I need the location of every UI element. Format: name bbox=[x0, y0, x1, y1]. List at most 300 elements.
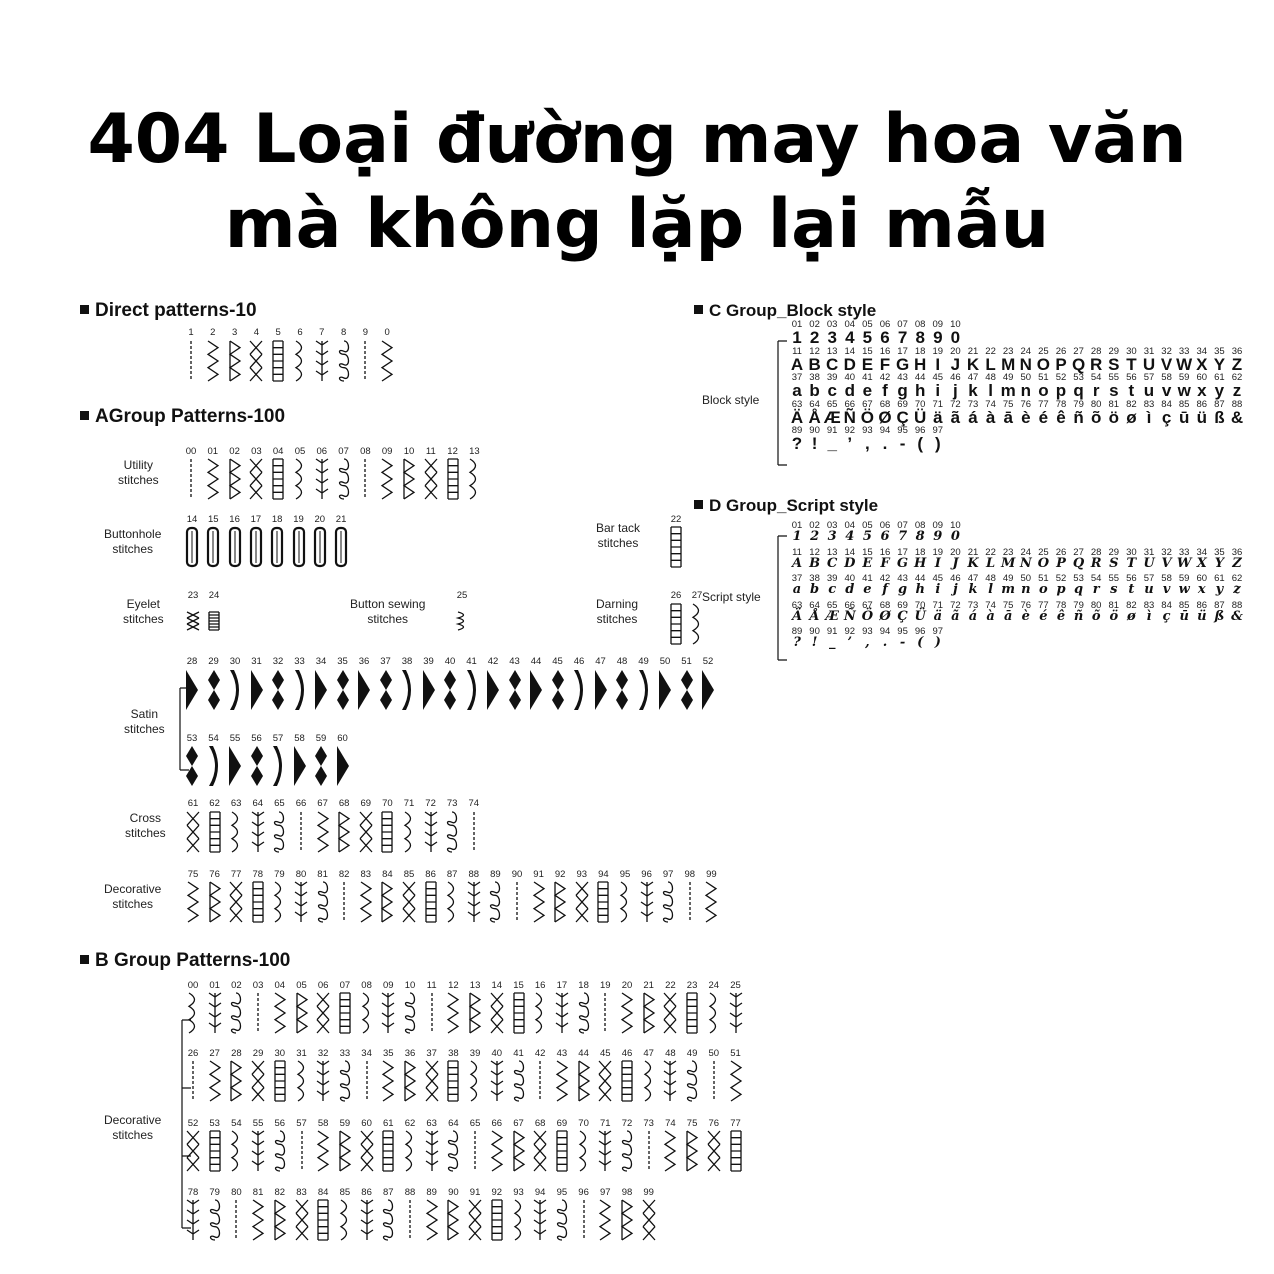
stitch-pattern-icon[interactable] bbox=[358, 1061, 376, 1101]
stitch-pattern-icon[interactable] bbox=[683, 1061, 701, 1101]
block-style-char-glyph[interactable]: H bbox=[914, 354, 927, 374]
block-style-char-glyph[interactable]: S bbox=[1108, 354, 1120, 374]
script-style-char-glyph[interactable]: j bbox=[953, 582, 958, 597]
script-style-char-glyph[interactable]: q bbox=[1074, 582, 1084, 597]
script-style-char-glyph[interactable]: Ç bbox=[897, 608, 908, 624]
block-style-char-glyph[interactable]: f bbox=[882, 381, 888, 400]
stitch-pattern-icon[interactable] bbox=[292, 812, 310, 852]
stitch-pattern-icon[interactable] bbox=[527, 670, 545, 710]
block-style-char-glyph[interactable]: ã bbox=[950, 407, 961, 427]
block-style-char-glyph[interactable]: Y bbox=[1213, 354, 1226, 374]
block-style-char-glyph[interactable]: ? bbox=[791, 434, 803, 453]
stitch-pattern-icon[interactable] bbox=[592, 670, 610, 710]
stitch-pattern-icon[interactable] bbox=[640, 1200, 658, 1240]
block-style-char-glyph[interactable]: Q bbox=[1071, 354, 1086, 374]
script-style-char-glyph[interactable]: d bbox=[845, 582, 855, 597]
block-style-char-glyph[interactable]: Ä bbox=[790, 407, 804, 427]
block-style-char-glyph[interactable]: ì bbox=[1146, 407, 1152, 427]
block-style-char-glyph[interactable]: K bbox=[966, 354, 980, 374]
stitch-pattern-icon[interactable] bbox=[618, 1061, 636, 1101]
block-style-char-glyph[interactable]: N bbox=[1019, 354, 1032, 374]
stitch-pattern-icon[interactable] bbox=[336, 1200, 354, 1240]
block-style-char-glyph[interactable]: ø bbox=[1126, 407, 1137, 427]
stitch-pattern-icon[interactable] bbox=[400, 812, 418, 852]
block-style-char-glyph[interactable]: ñ bbox=[1073, 407, 1084, 427]
stitch-pattern-icon[interactable] bbox=[271, 1131, 289, 1171]
block-style-char-glyph[interactable]: o bbox=[1038, 381, 1049, 400]
stitch-pattern-icon[interactable] bbox=[358, 993, 376, 1033]
script-style-char-glyph[interactable]: 3 bbox=[827, 529, 837, 544]
block-style-char-glyph[interactable]: 3 bbox=[827, 328, 837, 347]
stitch-pattern-icon[interactable] bbox=[618, 1200, 636, 1240]
stitch-pattern-icon[interactable] bbox=[727, 993, 745, 1033]
script-style-char-glyph[interactable]: Æ bbox=[825, 608, 839, 624]
block-style-char-glyph[interactable]: Ø bbox=[878, 407, 892, 427]
stitch-pattern-icon[interactable] bbox=[227, 993, 245, 1033]
script-style-char-glyph[interactable]: y bbox=[1215, 582, 1224, 597]
stitch-pattern-icon[interactable] bbox=[400, 882, 418, 922]
stitch-pattern-icon[interactable] bbox=[206, 882, 224, 922]
stitch-pattern-icon[interactable] bbox=[249, 993, 267, 1033]
stitch-pattern-icon[interactable] bbox=[508, 882, 526, 922]
stitch-pattern-icon[interactable] bbox=[206, 1200, 224, 1240]
block-style-char-glyph[interactable]: ß bbox=[1214, 407, 1225, 427]
stitch-pattern-icon[interactable] bbox=[269, 746, 287, 786]
stitch-pattern-icon[interactable] bbox=[205, 670, 223, 710]
stitch-pattern-icon[interactable] bbox=[553, 1061, 571, 1101]
stitch-pattern-icon[interactable] bbox=[335, 812, 353, 852]
block-style-char-glyph[interactable]: 7 bbox=[897, 328, 908, 347]
stitch-pattern-icon[interactable] bbox=[656, 670, 674, 710]
stitch-pattern-icon[interactable] bbox=[184, 882, 202, 922]
script-style-char-glyph[interactable]: Z bbox=[1232, 555, 1242, 571]
stitch-pattern-icon[interactable] bbox=[247, 459, 265, 499]
stitch-pattern-icon[interactable] bbox=[444, 1131, 462, 1171]
stitch-pattern-icon[interactable] bbox=[358, 1131, 376, 1171]
script-style-char-glyph[interactable]: R bbox=[1090, 555, 1102, 571]
stitch-pattern-icon[interactable] bbox=[206, 1131, 224, 1171]
stitch-pattern-icon[interactable] bbox=[248, 670, 266, 710]
script-style-char-glyph[interactable]: Y bbox=[1214, 555, 1225, 571]
block-style-char-glyph[interactable]: a bbox=[792, 381, 802, 400]
stitch-pattern-icon[interactable] bbox=[313, 459, 331, 499]
block-style-char-glyph[interactable]: 6 bbox=[880, 328, 890, 347]
block-style-char-glyph[interactable]: T bbox=[1126, 354, 1137, 374]
stitch-pattern-icon[interactable] bbox=[443, 882, 461, 922]
script-style-char-glyph[interactable]: o bbox=[1039, 582, 1048, 597]
stitch-pattern-icon[interactable] bbox=[312, 746, 330, 786]
block-style-char-glyph[interactable]: 9 bbox=[933, 328, 943, 347]
block-style-char-glyph[interactable]: c bbox=[827, 381, 837, 400]
stitch-pattern-icon[interactable] bbox=[356, 459, 374, 499]
stitch-pattern-icon[interactable] bbox=[659, 882, 677, 922]
block-style-char-glyph[interactable]: ( bbox=[917, 434, 924, 453]
stitch-pattern-icon[interactable] bbox=[661, 1131, 679, 1171]
stitch-pattern-icon[interactable] bbox=[596, 1131, 614, 1171]
stitch-pattern-icon[interactable] bbox=[248, 746, 266, 786]
stitch-pattern-icon[interactable] bbox=[336, 993, 354, 1033]
block-style-char-glyph[interactable]: C bbox=[826, 354, 839, 374]
script-style-char-glyph[interactable]: ç bbox=[1162, 608, 1171, 624]
script-style-char-glyph[interactable]: _ bbox=[828, 635, 836, 650]
block-style-char-glyph[interactable]: 4 bbox=[845, 328, 855, 347]
script-style-char-glyph[interactable]: m bbox=[1001, 582, 1016, 597]
script-style-char-glyph[interactable]: N bbox=[1019, 555, 1032, 571]
stitch-pattern-icon[interactable] bbox=[705, 1131, 723, 1171]
stitch-pattern-icon[interactable] bbox=[226, 670, 244, 710]
block-style-char-glyph[interactable]: Ç bbox=[896, 407, 909, 427]
stitch-pattern-icon[interactable] bbox=[551, 882, 569, 922]
stitch-pattern-icon[interactable] bbox=[247, 527, 265, 567]
script-style-char-glyph[interactable]: 4 bbox=[845, 529, 855, 544]
script-style-char-glyph[interactable]: Ü bbox=[914, 608, 926, 624]
script-style-char-glyph[interactable]: T bbox=[1126, 555, 1137, 571]
block-style-char-glyph[interactable]: e bbox=[862, 381, 873, 400]
script-style-char-glyph[interactable]: k bbox=[968, 582, 978, 597]
stitch-pattern-icon[interactable] bbox=[270, 882, 288, 922]
block-style-char-glyph[interactable]: Z bbox=[1231, 354, 1243, 374]
stitch-pattern-icon[interactable] bbox=[423, 1061, 441, 1101]
script-style-char-glyph[interactable]: v bbox=[1162, 582, 1171, 597]
stitch-pattern-icon[interactable] bbox=[570, 670, 588, 710]
stitch-pattern-icon[interactable] bbox=[618, 993, 636, 1033]
stitch-pattern-icon[interactable] bbox=[293, 993, 311, 1033]
stitch-pattern-icon[interactable] bbox=[465, 812, 483, 852]
stitch-pattern-icon[interactable] bbox=[269, 670, 287, 710]
script-style-char-glyph[interactable]: ã bbox=[951, 608, 960, 624]
script-style-char-glyph[interactable]: ā bbox=[1003, 608, 1013, 624]
script-style-char-glyph[interactable]: W bbox=[1176, 555, 1192, 571]
script-style-char-glyph[interactable]: u bbox=[1144, 582, 1154, 597]
stitch-pattern-icon[interactable] bbox=[204, 527, 222, 567]
stitch-pattern-icon[interactable] bbox=[635, 670, 653, 710]
script-style-char-glyph[interactable]: U bbox=[1143, 555, 1155, 571]
stitch-pattern-icon[interactable] bbox=[332, 527, 350, 567]
stitch-pattern-icon[interactable] bbox=[355, 670, 373, 710]
script-style-char-glyph[interactable]: I bbox=[934, 555, 941, 571]
stitch-pattern-icon[interactable] bbox=[271, 993, 289, 1033]
stitch-pattern-icon[interactable] bbox=[613, 670, 631, 710]
stitch-pattern-icon[interactable] bbox=[378, 341, 396, 381]
block-style-char-glyph[interactable]: V bbox=[1160, 354, 1173, 374]
stitch-pattern-icon[interactable] bbox=[727, 1061, 745, 1101]
stitch-pattern-icon[interactable] bbox=[681, 882, 699, 922]
stitch-pattern-icon[interactable] bbox=[335, 341, 353, 381]
stitch-pattern-icon[interactable] bbox=[683, 1131, 701, 1171]
stitch-pattern-icon[interactable] bbox=[466, 993, 484, 1033]
stitch-pattern-icon[interactable] bbox=[573, 882, 591, 922]
script-style-char-glyph[interactable]: ñ bbox=[1073, 608, 1084, 624]
script-style-char-glyph[interactable]: ( bbox=[917, 635, 924, 650]
stitch-pattern-icon[interactable] bbox=[575, 1061, 593, 1101]
block-style-char-glyph[interactable]: n bbox=[1020, 381, 1031, 400]
stitch-pattern-icon[interactable] bbox=[206, 993, 224, 1033]
script-style-char-glyph[interactable]: ’ bbox=[847, 635, 853, 650]
stitch-pattern-icon[interactable] bbox=[688, 604, 706, 644]
script-style-char-glyph[interactable]: Q bbox=[1072, 555, 1085, 571]
stitch-pattern-icon[interactable] bbox=[291, 670, 309, 710]
stitch-pattern-icon[interactable] bbox=[596, 993, 614, 1033]
block-style-char-glyph[interactable]: ç bbox=[1161, 407, 1172, 427]
stitch-pattern-icon[interactable] bbox=[379, 1200, 397, 1240]
stitch-pattern-icon[interactable] bbox=[484, 670, 502, 710]
block-style-char-glyph[interactable]: à bbox=[985, 407, 996, 427]
stitch-pattern-icon[interactable] bbox=[531, 1200, 549, 1240]
block-style-char-glyph[interactable]: p bbox=[1055, 381, 1067, 400]
stitch-pattern-icon[interactable] bbox=[488, 993, 506, 1033]
stitch-pattern-icon[interactable] bbox=[510, 1061, 528, 1101]
block-style-char-glyph[interactable]: B bbox=[808, 354, 821, 374]
script-style-char-glyph[interactable]: ê bbox=[1056, 608, 1066, 624]
block-style-char-glyph[interactable]: ū bbox=[1178, 407, 1190, 427]
stitch-pattern-icon[interactable] bbox=[249, 882, 267, 922]
stitch-pattern-icon[interactable] bbox=[441, 670, 459, 710]
stitch-pattern-icon[interactable] bbox=[249, 1131, 267, 1171]
block-style-char-glyph[interactable]: w bbox=[1177, 381, 1191, 400]
stitch-pattern-icon[interactable] bbox=[227, 812, 245, 852]
stitch-pattern-icon[interactable] bbox=[661, 1061, 679, 1101]
script-style-char-glyph[interactable]: á bbox=[968, 608, 978, 624]
block-style-char-glyph[interactable]: . bbox=[882, 434, 888, 453]
stitch-pattern-icon[interactable] bbox=[488, 1061, 506, 1101]
stitch-pattern-icon[interactable] bbox=[271, 1200, 289, 1240]
block-style-char-glyph[interactable]: U bbox=[1142, 354, 1156, 374]
script-style-char-glyph[interactable]: K bbox=[967, 555, 979, 571]
block-style-char-glyph[interactable]: q bbox=[1073, 381, 1084, 400]
stitch-pattern-icon[interactable] bbox=[206, 1061, 224, 1101]
stitch-pattern-icon[interactable] bbox=[594, 882, 612, 922]
block-style-char-glyph[interactable]: t bbox=[1128, 381, 1135, 400]
script-style-char-glyph[interactable]: Ä bbox=[791, 608, 803, 624]
script-style-char-glyph[interactable]: 6 bbox=[880, 529, 890, 544]
stitch-pattern-icon[interactable] bbox=[661, 993, 679, 1033]
stitch-pattern-icon[interactable] bbox=[227, 1200, 245, 1240]
stitch-pattern-icon[interactable] bbox=[667, 527, 685, 567]
block-style-char-glyph[interactable]: G bbox=[895, 354, 910, 374]
stitch-pattern-icon[interactable] bbox=[596, 1061, 614, 1101]
block-style-char-glyph[interactable]: i bbox=[935, 381, 941, 400]
stitch-pattern-icon[interactable] bbox=[422, 882, 440, 922]
stitch-pattern-icon[interactable] bbox=[183, 527, 201, 567]
script-style-char-glyph[interactable]: G bbox=[897, 555, 909, 571]
script-style-char-glyph[interactable]: t bbox=[1128, 582, 1135, 597]
stitch-pattern-icon[interactable] bbox=[553, 993, 571, 1033]
stitch-pattern-icon[interactable] bbox=[249, 812, 267, 852]
block-style-char-glyph[interactable]: h bbox=[914, 381, 926, 400]
block-style-char-glyph[interactable]: Ö bbox=[860, 407, 874, 427]
stitch-pattern-icon[interactable] bbox=[531, 1061, 549, 1101]
stitch-pattern-icon[interactable] bbox=[423, 993, 441, 1033]
script-style-char-glyph[interactable]: i bbox=[935, 582, 941, 597]
stitch-pattern-icon[interactable] bbox=[488, 1131, 506, 1171]
script-style-char-glyph[interactable]: E bbox=[862, 555, 873, 571]
stitch-pattern-icon[interactable] bbox=[378, 812, 396, 852]
script-style-char-glyph[interactable]: ! bbox=[811, 635, 818, 650]
block-style-char-glyph[interactable]: ) bbox=[934, 434, 941, 453]
block-style-char-glyph[interactable]: s bbox=[1109, 381, 1119, 400]
script-style-char-glyph[interactable]: 7 bbox=[898, 529, 908, 544]
script-style-char-glyph[interactable]: - bbox=[899, 635, 906, 650]
stitch-pattern-icon[interactable] bbox=[379, 1131, 397, 1171]
stitch-pattern-icon[interactable] bbox=[640, 993, 658, 1033]
stitch-pattern-icon[interactable] bbox=[705, 1061, 723, 1101]
stitch-pattern-icon[interactable] bbox=[398, 670, 416, 710]
stitch-pattern-icon[interactable] bbox=[182, 459, 200, 499]
script-style-char-glyph[interactable]: h bbox=[915, 582, 925, 597]
block-style-char-glyph[interactable]: b bbox=[809, 381, 820, 400]
stitch-pattern-icon[interactable] bbox=[204, 459, 222, 499]
script-style-char-glyph[interactable]: a bbox=[792, 582, 802, 597]
block-style-char-glyph[interactable]: ê bbox=[1056, 407, 1066, 427]
script-style-char-glyph[interactable]: 0 bbox=[950, 529, 960, 544]
stitch-pattern-icon[interactable] bbox=[226, 459, 244, 499]
script-style-char-glyph[interactable]: õ bbox=[1091, 608, 1101, 624]
block-style-char-glyph[interactable]: , bbox=[865, 434, 870, 453]
stitch-pattern-icon[interactable] bbox=[205, 612, 223, 630]
stitch-pattern-icon[interactable] bbox=[488, 1200, 506, 1240]
stitch-pattern-icon[interactable] bbox=[314, 1200, 332, 1240]
stitch-pattern-icon[interactable] bbox=[443, 812, 461, 852]
script-style-char-glyph[interactable]: è bbox=[1021, 608, 1030, 624]
script-style-char-glyph[interactable]: c bbox=[828, 582, 837, 597]
script-style-char-glyph[interactable]: l bbox=[988, 582, 994, 597]
script-style-char-glyph[interactable]: 1 bbox=[792, 529, 802, 544]
stitch-pattern-icon[interactable] bbox=[271, 1061, 289, 1101]
script-style-char-glyph[interactable]: V bbox=[1161, 555, 1172, 571]
stitch-pattern-icon[interactable] bbox=[314, 993, 332, 1033]
stitch-pattern-icon[interactable] bbox=[270, 812, 288, 852]
block-style-char-glyph[interactable]: ! bbox=[811, 434, 818, 453]
stitch-pattern-icon[interactable] bbox=[184, 612, 202, 630]
stitch-pattern-icon[interactable] bbox=[640, 1061, 658, 1101]
stitch-pattern-icon[interactable] bbox=[336, 1131, 354, 1171]
stitch-pattern-icon[interactable] bbox=[444, 993, 462, 1033]
stitch-pattern-icon[interactable] bbox=[206, 812, 224, 852]
block-style-char-glyph[interactable]: l bbox=[988, 381, 993, 400]
block-style-char-glyph[interactable]: ä bbox=[933, 407, 943, 427]
stitch-pattern-icon[interactable] bbox=[311, 527, 329, 567]
stitch-pattern-icon[interactable] bbox=[227, 1061, 245, 1101]
stitch-pattern-icon[interactable] bbox=[422, 459, 440, 499]
script-style-char-glyph[interactable]: 8 bbox=[915, 529, 925, 544]
stitch-pattern-icon[interactable] bbox=[705, 993, 723, 1033]
stitch-pattern-icon[interactable] bbox=[510, 1200, 528, 1240]
stitch-pattern-icon[interactable] bbox=[378, 459, 396, 499]
stitch-pattern-icon[interactable] bbox=[702, 882, 720, 922]
stitch-pattern-icon[interactable] bbox=[377, 670, 395, 710]
block-style-char-glyph[interactable]: R bbox=[1090, 354, 1103, 374]
script-style-char-glyph[interactable]: ū bbox=[1179, 608, 1189, 624]
stitch-pattern-icon[interactable] bbox=[638, 882, 656, 922]
script-style-char-glyph[interactable]: p bbox=[1056, 582, 1066, 597]
script-style-char-glyph[interactable]: ) bbox=[934, 635, 941, 650]
block-style-char-glyph[interactable]: d bbox=[844, 381, 855, 400]
block-style-char-glyph[interactable]: y bbox=[1214, 381, 1225, 400]
stitch-pattern-icon[interactable] bbox=[268, 527, 286, 567]
block-style-char-glyph[interactable]: g bbox=[897, 381, 908, 400]
stitch-pattern-icon[interactable] bbox=[293, 1200, 311, 1240]
script-style-char-glyph[interactable]: Å bbox=[809, 608, 820, 624]
stitch-pattern-icon[interactable] bbox=[357, 882, 375, 922]
stitch-pattern-icon[interactable] bbox=[292, 882, 310, 922]
stitch-pattern-icon[interactable] bbox=[531, 993, 549, 1033]
block-style-char-glyph[interactable]: W bbox=[1176, 354, 1193, 374]
stitch-pattern-icon[interactable] bbox=[314, 882, 332, 922]
block-style-char-glyph[interactable]: ü bbox=[1196, 407, 1207, 427]
block-style-char-glyph[interactable]: á bbox=[968, 407, 978, 427]
stitch-pattern-icon[interactable] bbox=[205, 746, 223, 786]
stitch-pattern-icon[interactable] bbox=[379, 993, 397, 1033]
stitch-pattern-icon[interactable] bbox=[269, 341, 287, 381]
stitch-pattern-icon[interactable] bbox=[184, 812, 202, 852]
block-style-char-glyph[interactable]: D bbox=[843, 354, 856, 374]
script-style-char-glyph[interactable]: s bbox=[1110, 582, 1118, 597]
stitch-pattern-icon[interactable] bbox=[727, 1131, 745, 1171]
script-style-char-glyph[interactable]: é bbox=[1039, 608, 1048, 624]
stitch-pattern-icon[interactable] bbox=[667, 604, 685, 644]
block-style-char-glyph[interactable]: O bbox=[1036, 354, 1050, 374]
script-style-char-glyph[interactable]: B bbox=[809, 555, 821, 571]
script-style-char-glyph[interactable]: 9 bbox=[933, 529, 943, 544]
block-style-char-glyph[interactable]: Ü bbox=[914, 407, 927, 427]
block-style-char-glyph[interactable]: j bbox=[953, 381, 958, 400]
script-style-char-glyph[interactable]: A bbox=[791, 555, 803, 571]
stitch-pattern-icon[interactable] bbox=[269, 459, 287, 499]
stitch-pattern-icon[interactable] bbox=[291, 341, 309, 381]
stitch-pattern-icon[interactable] bbox=[530, 882, 548, 922]
stitch-pattern-icon[interactable] bbox=[699, 670, 717, 710]
block-style-char-glyph[interactable]: 8 bbox=[915, 328, 925, 347]
stitch-pattern-icon[interactable] bbox=[553, 1200, 571, 1240]
stitch-pattern-icon[interactable] bbox=[249, 1200, 267, 1240]
stitch-pattern-icon[interactable] bbox=[226, 746, 244, 786]
script-style-char-glyph[interactable]: ö bbox=[1109, 608, 1119, 624]
script-style-char-glyph[interactable]: ? bbox=[793, 635, 801, 650]
block-style-char-glyph[interactable]: é bbox=[1038, 407, 1049, 427]
script-style-char-glyph[interactable]: x bbox=[1197, 582, 1206, 597]
stitch-pattern-icon[interactable] bbox=[290, 527, 308, 567]
script-style-char-glyph[interactable]: 5 bbox=[862, 529, 872, 544]
stitch-pattern-icon[interactable] bbox=[506, 670, 524, 710]
script-style-char-glyph[interactable]: ì bbox=[1146, 608, 1152, 624]
script-style-char-glyph[interactable]: ø bbox=[1127, 608, 1136, 624]
stitch-pattern-icon[interactable] bbox=[227, 882, 245, 922]
stitch-pattern-icon[interactable] bbox=[683, 993, 701, 1033]
block-style-char-glyph[interactable]: & bbox=[1230, 407, 1244, 427]
stitch-pattern-icon[interactable] bbox=[401, 1061, 419, 1101]
stitch-pattern-icon[interactable] bbox=[401, 1131, 419, 1171]
stitch-pattern-icon[interactable] bbox=[249, 1061, 267, 1101]
stitch-pattern-icon[interactable] bbox=[293, 1061, 311, 1101]
stitch-pattern-icon[interactable] bbox=[553, 1131, 571, 1171]
block-style-char-glyph[interactable]: õ bbox=[1090, 407, 1102, 427]
stitch-pattern-icon[interactable] bbox=[466, 1131, 484, 1171]
block-style-char-glyph[interactable]: z bbox=[1232, 381, 1242, 400]
script-style-char-glyph[interactable]: X bbox=[1196, 555, 1207, 571]
stitch-pattern-icon[interactable] bbox=[465, 882, 483, 922]
stitch-pattern-icon[interactable] bbox=[423, 1131, 441, 1171]
stitch-pattern-icon[interactable] bbox=[227, 1131, 245, 1171]
script-style-char-glyph[interactable]: b bbox=[810, 582, 820, 597]
stitch-pattern-icon[interactable] bbox=[466, 1200, 484, 1240]
stitch-pattern-icon[interactable] bbox=[420, 670, 438, 710]
script-style-char-glyph[interactable]: f bbox=[882, 582, 888, 597]
block-style-char-glyph[interactable]: k bbox=[968, 381, 978, 400]
stitch-pattern-icon[interactable] bbox=[291, 459, 309, 499]
block-style-char-glyph[interactable]: - bbox=[899, 434, 906, 453]
stitch-pattern-icon[interactable] bbox=[226, 341, 244, 381]
script-style-char-glyph[interactable]: r bbox=[1092, 582, 1100, 597]
